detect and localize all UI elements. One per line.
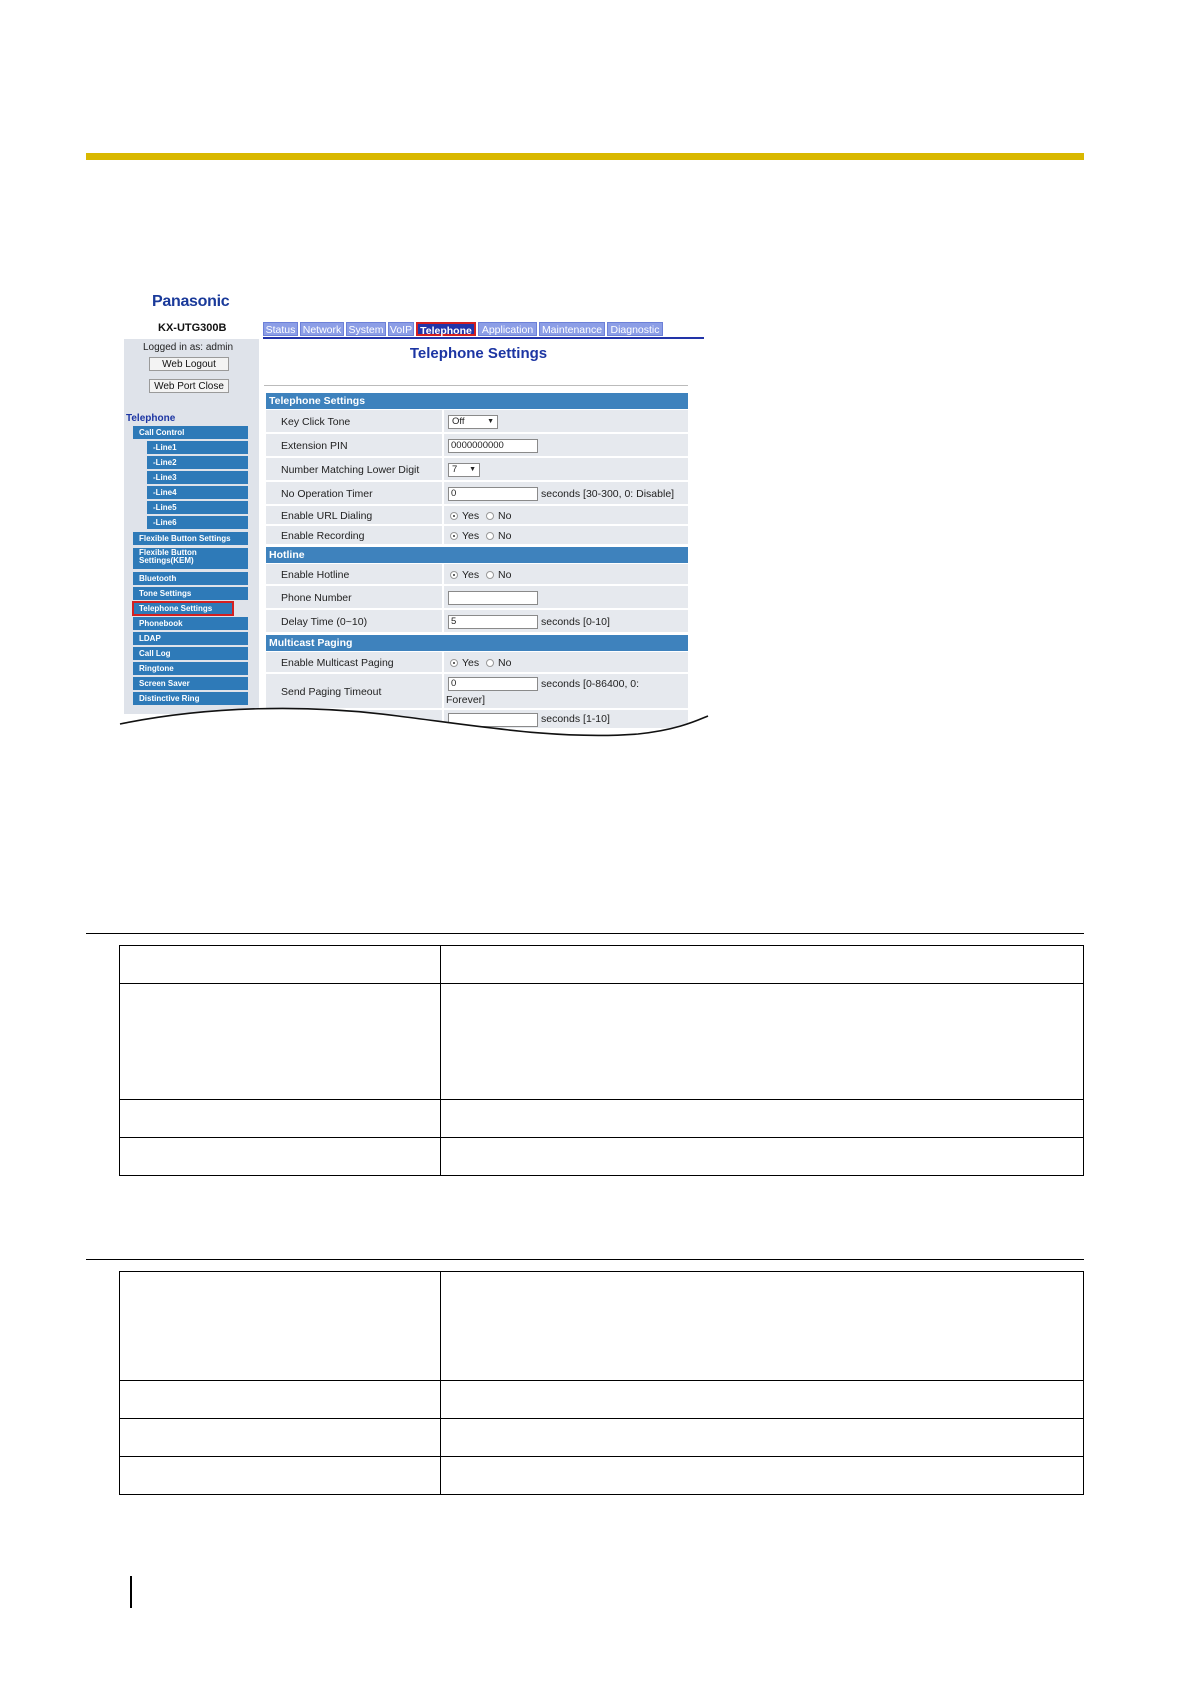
chevron-down-icon: ▼ (487, 418, 494, 425)
hotline-yes-radio[interactable]: Yes (450, 569, 479, 581)
no-operation-timer-label: No Operation Timer (281, 488, 373, 500)
page-title: Telephone Settings (409, 345, 548, 362)
table-row (120, 984, 1084, 1100)
tab-telephone[interactable]: Telephone (416, 322, 476, 336)
no-operation-timer-hint: seconds [30-300, 0: Disable] (541, 488, 675, 500)
web-logout-button[interactable]: Web Logout (149, 357, 229, 371)
sidebar-item-line5[interactable]: -Line5 (147, 501, 248, 514)
tab-maintenance[interactable]: Maintenance (539, 322, 605, 336)
sidebar-item-line1[interactable]: -Line1 (147, 441, 248, 454)
tab-underline (263, 337, 704, 339)
row-no-operation-timer (266, 482, 688, 506)
row-key-click-tone (266, 410, 688, 434)
sidebar-item-call-control[interactable]: Call Control (133, 426, 248, 439)
url-dialing-no-radio[interactable]: No (486, 510, 511, 522)
tab-diagnostic[interactable]: Diagnostic (607, 322, 663, 336)
no-operation-timer-input[interactable]: 0 (448, 487, 538, 501)
sidebar-item-bluetooth[interactable]: Bluetooth (133, 572, 248, 585)
phone-number-label: Phone Number (281, 592, 352, 604)
delay-time-input[interactable]: 5 (448, 615, 538, 629)
partial-hint: seconds [1-10] (541, 713, 610, 725)
send-paging-timeout-hint: seconds [0-86400, 0: (541, 678, 640, 690)
phone-number-input[interactable] (448, 591, 538, 605)
table-row (120, 1138, 1084, 1176)
sidebar-item-telephone-settings[interactable]: Telephone Settings (133, 602, 233, 615)
table-row (120, 1457, 1084, 1495)
row-extension-pin (266, 434, 688, 458)
settings-table-1 (119, 945, 1084, 1176)
sidebar-item-call-log[interactable]: Call Log (133, 647, 248, 660)
enable-hotline-label: Enable Hotline (281, 569, 350, 581)
sidebar-item-ringtone[interactable]: Ringtone (133, 662, 248, 675)
tab-network[interactable]: Network (300, 322, 344, 336)
sidebar-item-line4[interactable]: -Line4 (147, 486, 248, 499)
section-rule-2 (86, 1259, 1084, 1260)
recording-yes-radio[interactable]: Yes (450, 530, 479, 542)
table-row (120, 1419, 1084, 1457)
sidebar-item-line6[interactable]: -Line6 (147, 516, 248, 529)
section-rule-1 (86, 933, 1084, 934)
delay-time-label: Delay Time (0~10) (281, 616, 368, 628)
tab-voip[interactable]: VoIP (389, 324, 413, 336)
table-row (120, 1100, 1084, 1138)
enable-multicast-label: Enable Multicast Paging (281, 657, 394, 669)
logged-in-label: Logged in as: admin (143, 342, 234, 353)
row-enable-multicast (266, 652, 688, 674)
sidebar-item-distinctive-ring[interactable]: Distinctive Ring (133, 692, 248, 705)
key-click-tone-label: Key Click Tone (281, 416, 351, 428)
send-paging-timeout-input[interactable]: 0 (448, 677, 538, 691)
enable-url-dialing-label: Enable URL Dialing (281, 510, 373, 522)
hotline-no-radio[interactable]: No (486, 569, 511, 581)
multicast-no-radio[interactable]: No (486, 657, 511, 669)
sidebar-item-phonebook[interactable]: Phonebook (133, 617, 248, 630)
torn-edge (118, 700, 710, 740)
tab-status[interactable]: Status (263, 322, 298, 336)
sidebar-item-tone-settings[interactable]: Tone Settings (133, 587, 248, 600)
send-paging-timeout-hint-cont: Forever] (446, 694, 486, 706)
table-row (120, 1272, 1084, 1381)
sidebar-item-flexible-button-kem[interactable]: Flexible Button Settings(KEM) (133, 548, 248, 569)
enable-recording-label: Enable Recording (281, 530, 365, 542)
tab-application[interactable]: Application (478, 322, 537, 336)
extension-pin-label: Extension PIN (281, 440, 348, 452)
table-row (120, 1381, 1084, 1419)
tab-system[interactable]: System (346, 322, 386, 336)
page-margin-bar (130, 1576, 132, 1608)
sidebar-item-ldap[interactable]: LDAP (133, 632, 248, 645)
row-enable-hotline (266, 564, 688, 586)
sidebar-item-screen-saver[interactable]: Screen Saver (133, 677, 248, 690)
top-yellow-rule (86, 153, 1084, 160)
row-number-matching (266, 458, 688, 482)
number-matching-label: Number Matching Lower Digit (281, 464, 420, 476)
web-port-close-button[interactable]: Web Port Close (149, 379, 229, 393)
row-enable-url-dialing (266, 506, 688, 526)
sidebar-item-line2[interactable]: -Line2 (147, 456, 248, 469)
table-row (120, 946, 1084, 984)
extension-pin-input[interactable]: 0000000000 (448, 439, 538, 453)
section-multicast-paging: Multicast Paging (266, 635, 688, 651)
key-click-tone-select[interactable]: Off ▼ (448, 415, 498, 429)
recording-no-radio[interactable]: No (486, 530, 511, 542)
section-telephone-settings: Telephone Settings (266, 393, 688, 409)
multicast-yes-radio[interactable]: Yes (450, 657, 479, 669)
panasonic-logo: Panasonic (152, 293, 230, 310)
sidebar-section-telephone: Telephone (126, 413, 176, 424)
settings-table-2 (119, 1271, 1084, 1495)
row-enable-recording (266, 526, 688, 546)
chevron-down-icon: ▼ (469, 466, 476, 473)
url-dialing-yes-radio[interactable]: Yes (450, 510, 479, 522)
sidebar-item-line3[interactable]: -Line3 (147, 471, 248, 484)
sidebar-item-flexible-button-settings[interactable]: Flexible Button Settings (133, 532, 248, 545)
send-paging-timeout-label: Send Paging Timeout (281, 686, 382, 698)
row-phone-number (266, 586, 688, 610)
delay-time-hint: seconds [0-10] (541, 616, 610, 628)
section-hotline: Hotline (266, 547, 688, 563)
model-name: KX-UTG300B (158, 322, 227, 334)
title-divider (264, 385, 688, 386)
number-matching-select[interactable]: 7 ▼ (448, 463, 480, 477)
row-delay-time (266, 610, 688, 634)
